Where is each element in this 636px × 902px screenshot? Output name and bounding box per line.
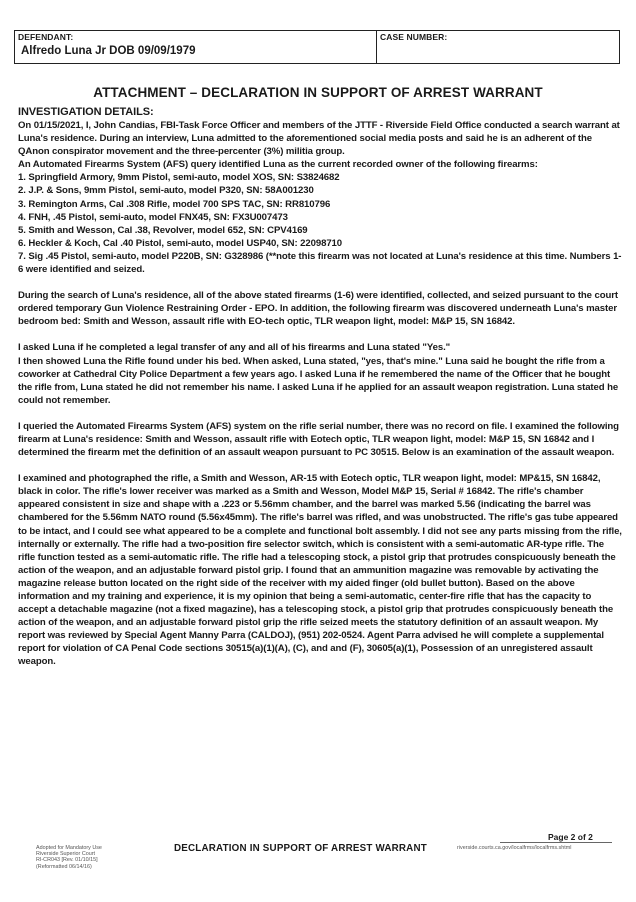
- firearm-item-7: 7. Sig .45 Pistol, semi-auto, model P220B, SN: G328986 (**note this firearm was not located at Luna's residence at this time. Numbers 1-6 were identified and seized.: [18, 250, 622, 276]
- defendant-cell: [15, 31, 377, 63]
- queried-paragraph: I queried the Automated Firearms System (AFS) system on the rifle serial number, there was no record on file. I examined the following firearm at Luna's residence: Smith and Wesson, assault rifle with Eotech optic, TLR weapon light, model: M&P 15, SN 16842 and I determined the firearm met the definition of an assault weapon pursuant to PC 30515. Below is an examination of the assault weapon.: [18, 420, 619, 459]
- footer-divider: [500, 842, 612, 843]
- footer-form-line: RI-CR043 [Rev. 01/10/15]: [36, 857, 98, 864]
- firearm-item-5: 5. Smith and Wesson, Cal .38, Revolver, model 652, SN: CPV4169: [18, 224, 308, 236]
- footer-form-info: [36, 845, 146, 870]
- footer-url: riverside.courts.ca.gov/localfrms/localfrms.shtml: [457, 845, 572, 851]
- case-number-label: CASE NUMBER:: [380, 32, 448, 42]
- firearm-item-1: 1. Springfield Armory, 9mm Pistol, semi-auto, model XOS, SN: S3824682: [18, 172, 340, 184]
- footer-form-line: Riverside Superior Court: [36, 851, 96, 858]
- defendant-value: Alfredo Luna Jr DOB 09/09/1979: [21, 45, 196, 57]
- footer-form-line: Adopted for Mandatory Use: [36, 845, 102, 851]
- footer-form-line: (Reformatted 06/14/16): [36, 863, 92, 870]
- asked-paragraph: I asked Luna if he completed a legal transfer of any and all of his firearms and Luna stated "Yes.": [18, 342, 451, 354]
- case-header-box: [14, 30, 620, 64]
- firearm-item-3: 3. Remington Arms, Cal .308 Rifle, model 700 SPS TAC, SN: RR810796: [18, 198, 331, 210]
- intro-paragraph: On 01/15/2021, I, John Candias, FBI-Task Force Officer and members of the JTTF - Riverside Field Office conducted a search warrant at Luna's residence. During an interview, Luna admitted to the aforementioned social media posts and said he is an adherent of the QAnon conspirator movement and the three-percenter (3%) militia group.: [18, 120, 620, 158]
- showed-paragraph: I then showed Luna the Rifle found under his bed. When asked, Luna stated, "yes, that's mine." Luna said he bought the rifle from a coworker at Cathedral City Police Department a few years ago. I asked Luna if he remembered the name of the Officer that he bought the rifle from, Luna stated he did not remember his name. I asked Luna if he applied for an assault weapon registration. Luna stated he could not remember.: [18, 355, 619, 406]
- defendant-label: DEFENDANT:: [18, 32, 74, 42]
- page-number: Page 2 of 2: [548, 832, 593, 842]
- firearm-item-4: 4. FNH, .45 Pistol, semi-auto, model FNX45, SN: FX3U007473: [18, 211, 288, 223]
- examination-paragraph: I examined and photographed the rifle, a Smith and Wesson, AR-15 with Eotech optic, TLR weapon light, model: MP&15, SN 16842, black in color. The rifle's lower receiver was marked as a Smith and Wesson, Model M&P 15, Serial # 16842. The rifle's chamber appeared consistent in size and shape with a .223 or 5.56mm chamber, and the barrel was marked 5.56 (indicating the barrel was chambered for the 5.56mm NATO round (5.56x45mm). The rifle's barrel was rifled, and was unobstructed. The rifle's gas tube appeared to be intact, and I could see what appeared to be a complete and functional bolt assembly. I did not see any parts missing from the rifle, internally or externally. The rifle had a two-position fire selector switch, which is consistent with a semi-automatic AR-type rifle. The rifle function tested as a semi-automatic rifle. The rifle had a telescoping stock, a pistol grip that protrudes conspicuously beneath the action of the weapon, and an adjustable forward pistol grip. I found that an ammunition magazine was removable by activating the magazine release button located on the right side of the receiver with my aided finger (old bullet button). Based on the above information and my training and experience, it is my opinion that being a semi-automatic, center-fire rifle that has the capacity to accept a detachable magazine (not a fixed magazine), has a telescoping stock, a pistol grip that protrudes conspicuously beneath the action of the weapon, and an adjustable forward pistol grip the rifle seized meets the statutory definition of an assault weapon. My report was reviewed by Special Agent Manny Parra (CALDOJ), (951) 202-0524. Agent Parra advised he will complete a supplemental report for violation of CA Penal Code sections 30515(a)(1)(A), (C), and and (F), 30605(a)(1), Possession of an unregistered assault weapon.: [18, 473, 622, 668]
- document-body: [18, 106, 622, 669]
- footer-title: DECLARATION IN SUPPORT OF ARREST WARRANT: [174, 843, 427, 854]
- search-paragraph: During the search of Luna's residence, all of the above stated firearms (1-6) were identified, collected, and seized pursuant to the court ordered temporary Gun Violence Restraining Order - EPO. In addition, the following firearm was discovered underneath Luna's master bedroom bed: Smith and Wesson, assault rifle with EO-tech optic, TLR weapon light, model: M&P 15, SN 16842.: [18, 290, 618, 328]
- firearm-item-6: 6. Heckler & Koch, Cal .40 Pistol, semi-auto, model USP40, SN: 22098710: [18, 237, 343, 249]
- document-title: ATTACHMENT – DECLARATION IN SUPPORT OF ARREST WARRANT: [93, 85, 543, 100]
- firearm-item-2: 2. J.P. & Sons, 9mm Pistol, semi-auto, model P320, SN: 58A001230: [18, 185, 314, 197]
- afs-intro: An Automated Firearms System (AFS) query identified Luna as the current recorded owner of the following firearms:: [18, 159, 538, 171]
- case-number-cell: [377, 31, 619, 63]
- section-heading: INVESTIGATION DETAILS:: [18, 106, 154, 118]
